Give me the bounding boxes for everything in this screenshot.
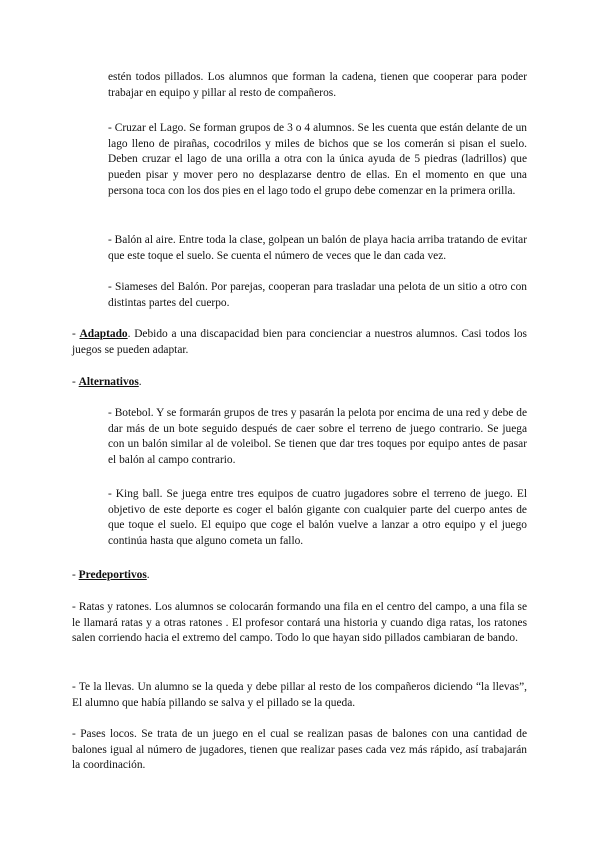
paragraph-balon-al-aire: - Balón al aire. Entre toda la clase, golpean un balón de playa hacia arriba tratando de evitar que este toque el suelo. Se cuenta el número de veces que le dan cada vez. — [108, 234, 527, 262]
paragraph-king-ball: - King ball. Se juega entre tres equipos de cuatro jugadores sobre el terreno de juego. El objetivo de este deporte es coger el balón gigante con cualquier parte del cuerpo antes de que toque el suelo. El equipo que coge el balón vuelve a lanzar a otro equipo y el juego continúa hasta que alguno cometa un fallo. — [108, 488, 527, 548]
paragraph-siameses-del-balon: - Siameses del Balón. Por parejas, cooperan para trasladar una pelota de un sitio a otro con distintas partes del cuerpo. — [108, 281, 527, 309]
predeportivos-prefix: - — [72, 569, 79, 581]
paragraph-ratas-y-ratones: - Ratas y ratones. Los alumnos se colocarán formando una fila en el centro del campo, a una fila se le llamará ratas y a otras ratones . El profesor contará una historia y cuando diga ratas, los ratones salen corriendo hacia el extremo del campo. Todo lo que hayan sido pillados cambiaran de bando. — [72, 601, 527, 645]
paragraph-alternativos — [72, 375, 527, 391]
heading-predeportivos: Predeportivos — [78, 569, 147, 581]
adaptado-text: . Debido a una discapacidad bien para concienciar a nuestros alumnos. Casi todos los juegos se pueden adaptar. — [72, 328, 527, 356]
adaptado-prefix: - — [72, 328, 80, 340]
alternativos-prefix: - — [72, 376, 79, 388]
heading-alternativos: Alternativos — [78, 376, 139, 388]
alternativos-suffix: . — [138, 376, 142, 388]
predeportivos-suffix: . — [146, 569, 150, 581]
paragraph-botebol: - Botebol. Y se formarán grupos de tres y pasarán la pelota por encima de una red y debe de dar más de un bote seguido después de caer sobre el terreno de juego contrario. Se juega con un balón similar al de voleibol. Se tienen que dar tres toques por equipo antes de pasar el balón al campo contrario. — [108, 407, 527, 467]
paragraph-cadena-end: estén todos pillados. Los alumnos que forman la cadena, tienen que cooperar para poder trabajar en equipo y pillar al resto de compañeros. — [108, 71, 527, 99]
paragraph-cruzar-el-lago: - Cruzar el Lago. Se forman grupos de 3 o 4 alumnos. Se les cuenta que están delante de un lago lleno de pirañas, cocodrilos y miles de bichos que se los comerán si pisan el suelo. Deben cruzar el lago de una orilla a otra con la única ayuda de 5 piedras (ladrillos) que pueden pisar y mover pero no desplazarse dentro de ellas. En el momento en que una persona toca con los dos pies en el lago todo el grupo debe comenzar en la primera orilla. — [108, 122, 527, 197]
paragraph-pases-locos: - Pases locos. Se trata de un juego en el cual se realizan pasas de balones con una cantidad de balones igual al número de jugadores, tienen que realizar pases cada vez más rápido, así trabajarán la coordinación. — [72, 728, 527, 772]
heading-adaptado: Adaptado — [79, 328, 128, 340]
paragraph-predeportivos — [72, 568, 527, 584]
paragraph-te-la-llevas: - Te la llevas. Un alumno se la queda y debe pillar al resto de los compañeros diciendo “la llevas”, El alumno que había pillando se salva y el pillado se la queda. — [72, 681, 527, 709]
paragraph-adaptado — [72, 327, 527, 358]
